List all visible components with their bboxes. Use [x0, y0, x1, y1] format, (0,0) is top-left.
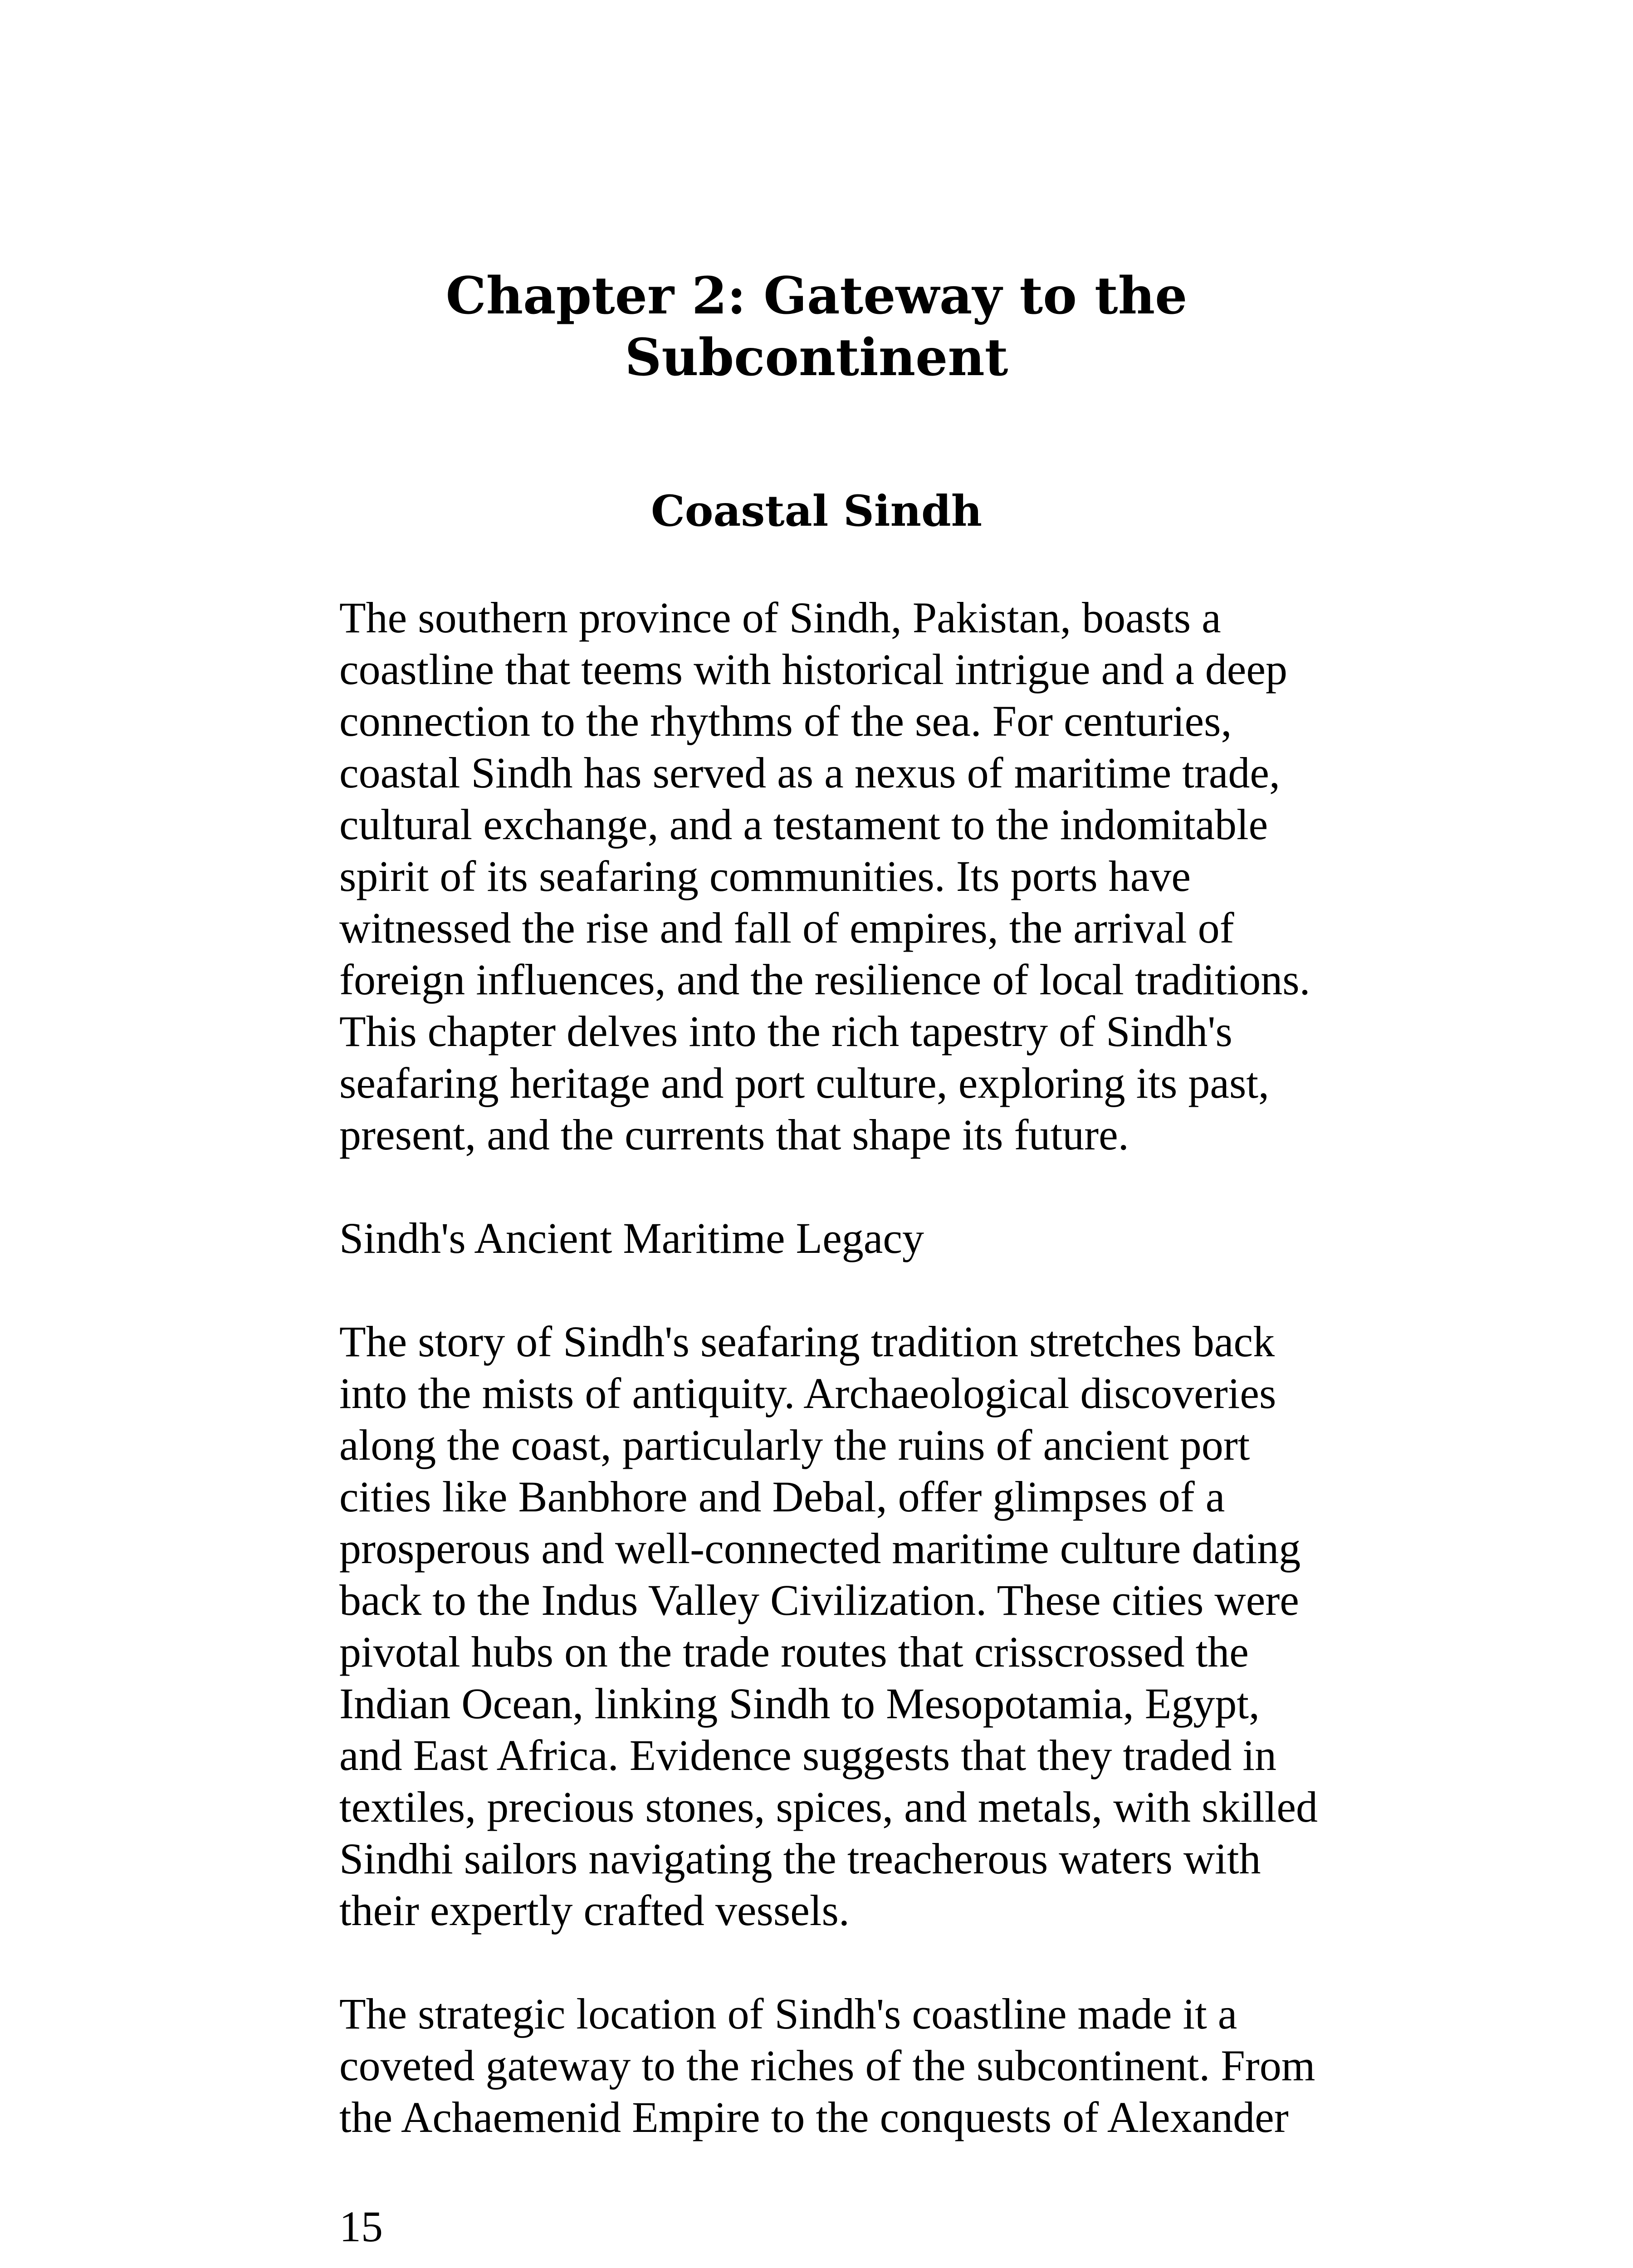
text-line: cultural exchange, and a testament to the indomitable [339, 800, 1268, 849]
text-line: Indian Ocean, linking Sindh to Mesopotamia, Egypt, [339, 1679, 1260, 1728]
strategic-paragraph [339, 1988, 1383, 2143]
intro-paragraph [339, 592, 1383, 1161]
chapter-title [0, 265, 1633, 389]
text-line: cities like Banbhore and Debal, offer glimpses of a [339, 1472, 1225, 1521]
text-line: connection to the rhythms of the sea. For centuries, [339, 697, 1232, 745]
body-text [339, 592, 1383, 2195]
page-number: 15 [339, 2202, 383, 2251]
text-line: The southern province of Sindh, Pakistan, boasts a [339, 593, 1221, 642]
text-line: coastline that teems with historical intrigue and a deep [339, 645, 1288, 694]
text-line: foreign influences, and the resilience of local traditions. [339, 955, 1310, 1004]
subheading [339, 1212, 1383, 1264]
section-title: Coastal Sindh [650, 486, 983, 536]
subheading-text: Sindh's Ancient Maritime Legacy [339, 1214, 924, 1262]
text-line: Sindhi sailors navigating the treacherous waters with [339, 1834, 1261, 1883]
text-line: coastal Sindh has served as a nexus of maritime trade, [339, 748, 1281, 797]
legacy-paragraph [339, 1316, 1383, 1936]
text-line: seafaring heritage and port culture, exploring its past, [339, 1059, 1269, 1107]
chapter-title-line: Chapter 2: Gateway to the [445, 266, 1188, 326]
text-line: coveted gateway to the riches of the subcontinent. From [339, 2041, 1315, 2090]
text-line: witnessed the rise and fall of empires, the arrival of [339, 904, 1234, 952]
text-line: into the mists of antiquity. Archaeological discoveries [339, 1369, 1276, 1418]
text-line: textiles, precious stones, spices, and metals, with skilled [339, 1783, 1318, 1831]
text-line: prosperous and well-connected maritime culture dating [339, 1524, 1301, 1573]
text-line: present, and the currents that shape its future. [339, 1110, 1129, 1159]
chapter-title-line: Subcontinent [625, 328, 1008, 387]
text-line: the Achaemenid Empire to the conquests of Alexander [339, 2093, 1289, 2141]
text-line: The story of Sindh's seafaring tradition stretches back [339, 1317, 1275, 1366]
text-line: This chapter delves into the rich tapestry of Sindh's [339, 1007, 1232, 1056]
text-line: spirit of its seafaring communities. Its ports have [339, 852, 1191, 900]
text-line: back to the Indus Valley Civilization. These cities were [339, 1576, 1299, 1624]
text-line: along the coast, particularly the ruins of ancient port [339, 1421, 1250, 1469]
text-line: and East Africa. Evidence suggests that they traded in [339, 1731, 1277, 1779]
text-line: their expertly crafted vessels. [339, 1886, 850, 1935]
text-line: pivotal hubs on the trade routes that crisscrossed the [339, 1628, 1249, 1676]
text-line: The strategic location of Sindh's coastline made it a [339, 1989, 1237, 2038]
